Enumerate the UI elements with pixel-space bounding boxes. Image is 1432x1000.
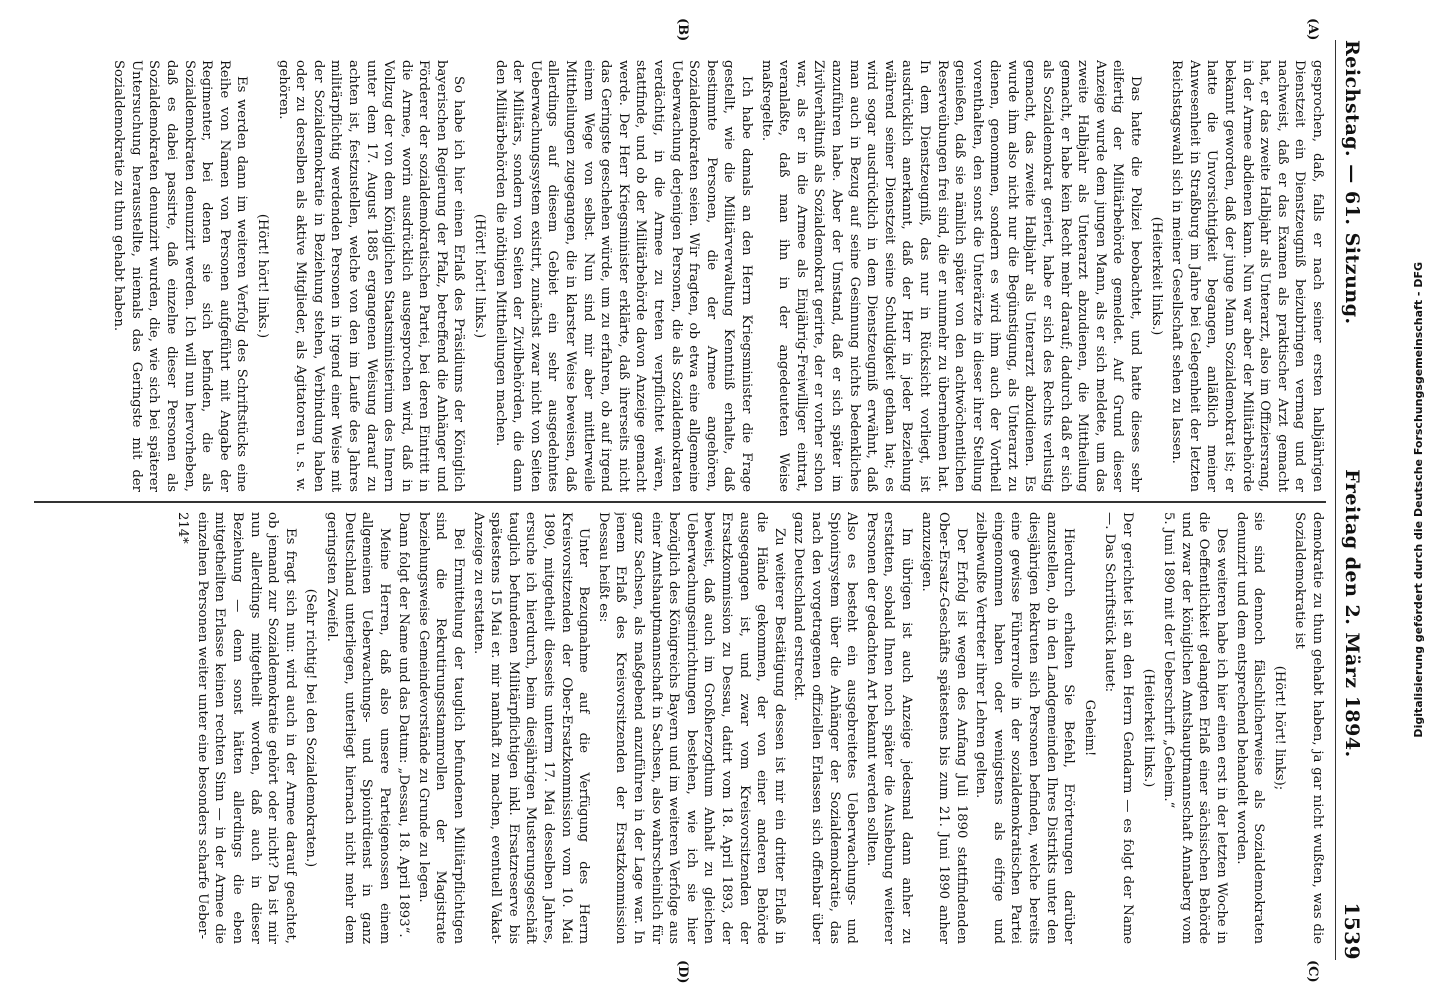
page-number: 1539: [1340, 902, 1364, 960]
digitization-stamp-text: Digitalisierung gefördert durch die Deutsche Forschungsgemeinschaft - DFG: [1411, 262, 1425, 738]
left-column-remark: (Hört! hört! links.): [472, 213, 488, 339]
right-column-paragraph: Der Erfolg ist wegen des Anfang Juli 1890 stattfindenden Ober-Ersatz-Geschäfts spätestens bis zum 21. Juni 1890 anher anzuzeigen.: [918, 512, 969, 944]
page-header: [1335, 40, 1368, 960]
left-column-remark: (Hört! hört! links.): [254, 213, 270, 339]
right-column-paragraph: Also es besteht ein ausgebreitetes Ueberwachungs- und Spionirsystem über die Anhänger der Sozialdemokratie, das nach den vorgetragenen offiziellen Erlassen sich offenbar über ganz Deutschland erstreckt.: [791, 512, 860, 944]
header-date: Freitag den 2. März 1894.: [1341, 469, 1363, 758]
right-column-paragraph: Dann folgt der Name und das Datum: „Dessau, 18. April 1893“.: [396, 512, 412, 938]
right-column-paragraph: Der gerichtet ist an den Herrn Gendarm — es folgt der Name —. Das Schriftstück lautet:: [1102, 512, 1136, 944]
left-column: [28, 60, 1326, 492]
right-column-remark: (Sehr richtig! bei den Sozialdemokraten.): [303, 588, 319, 868]
right-column-paragraph: Bei Ermittelung der tauglich befundenen Militärpflichtigen sind die Rekrutirungsstammrollen der Magistrate beziehungsweise Gemeindevorstände zu Grunde zu legen.: [415, 512, 467, 944]
right-column-paragraph: Im übrigen ist auch Anzeige jedesmal dann anher zu erstatten, sobald Ihnen noch später die Aushebung weiterer Personen der gedachten Art bekannt werden sollten.: [863, 512, 914, 944]
left-column-paragraph: Das hatte die Polizei beobachtet, und hatte dieses sehr eilfertig der Militärbehörde gemeldet. Auf Grund dieser Anzeige wurde dem jungen Mann, als er sich meldete, um das zweite Halbjahr als Unterarzt abzudienen, die Mittheilung gemacht, er habe kein Recht mehr darauf; dadurch daß er sich als Sozialdemokrat geriert, habe er sich des Rechts verlustig gemacht, das zweite Halbjahr als Unterarzt abzudienen. Es wurde ihm also nicht nur die Begünstigung, als Unterarzt zu dienen, genommen, sondern es wird ihm auch der Vortheil vorenthalten, den sonst die Unterärzte in dieser ihrer Stellung genießen, daß sie nämlich später von den achtwöchentlichen Reserveübungen frei sind, die er nunmehr zu übernehmen hat. In dem Dienstzeugniß, das nur in Rücksicht vorliegt, ist ausdrücklich anerkannt, daß der Herr in jeder Beziehung während seiner Dienstzeit seine Schuldigkeit gethan hat; es wird sogar ausdrücklich in dem Dienstzeugniß erwähnt, daß man auch in Bezug auf seine Gesinnung nichts bedenkliches anzuführen habe. Aber der Umstand, daß er sich später im Zivilverhältniß als Sozialdemokrat gerirte, der er vorher schon war, als er in die Armee als Einjährig-Freiwilliger eintrat, veranlaßte, daß man ihn in der angedeuteten Weise maßregelte.: [758, 60, 1144, 492]
left-column-remark: (Heiterkeit links.): [1148, 216, 1164, 336]
right-column-remark: (Hört! hört! links);: [1271, 665, 1287, 791]
margin-mark-a: (A): [1305, 18, 1320, 41]
left-column-paragraph: Es werden dann im weiteren Verfolg des Schriftstücks eine Reihe von Namen von Personen aufgeführt mit Angabe der Regimenter, bei denen sie sich befinden, die als Sozialdemokraten denunzirt werden. Ich will nun hervorheben, daß es dabei passirte, daß einzelne dieser Personen als Sozialdemokraten denunzirt wurden, die, wie sich bei späterer Untersuchung herausstellte, niemals das Geringste mit der Sozialdemokratie zu thun gehabt haben.: [111, 60, 250, 492]
margin-mark-b: (B): [675, 18, 690, 42]
right-column-paragraph: 214*: [175, 512, 191, 544]
right-column-paragraph: sie sind dennoch fälschlicherweise als Sozialdemokraten denunzirt und dem entsprechend behandelt worden.: [1233, 512, 1267, 944]
right-column-paragraph: Hierdurch erhalten Sie Befehl, Erörterungen darüber anzustellen, ob in den Landgemeinden Ihres Distrikts unter den diesjährigen Rekruten sich Personen befinden, welche bereits eine gewisse Führerrolle in der sozialdemokratischen Partei eingenommen haben oder wenigstens als eifrige und zielbewußte Vertreter ihrer Lehren gelten.: [973, 512, 1077, 944]
digitization-stamp: [1406, 8, 1430, 992]
right-column: [28, 512, 1326, 944]
right-column-paragraph: Unter Bezugnahme auf die Verfügung des Herrn Kreisvorsitzenden der Ober-Ersatzkommission vom 10. Mai 1890, mitgetheilt diesseits unterm 17. Mai desselben Jahres, ersuche ich hierdurch, beim diesjährigen Musterungsgeschäft tauglich befundenen Militärpflichtigen inkl. Ersatzreserve bis spätestens 15 Mai er. mir namhaft zu machen, eventuell Vakat-Anzeige zu erstatten.: [470, 512, 592, 944]
left-column-paragraph: So habe ich hier einen Erlaß des Präsidiums der Königlich bayerischen Regierung der Pfalz, betreffend die Anhänger und Förderer der sozialdemokratischen Partei, bei deren Eintritt in die Armee, worin ausdrücklich ausgesprochen wird, daß in Vollzug der von dem Königlichen Staatsministerium des Innern unter dem 17. August 1885 ergangenen Weisung darauf zu achten ist, festzustellen, welche von den im Laufe des Jahres militärpflichtig werdenden Personen in irgend einer Weise mit der Sozialdemokratie in Beziehung stehen, Verbindung haben oder zu derselben als aktive Mitglieder, als Agitatoren u. s. w. gehören.: [275, 60, 467, 492]
right-column-remark: Geheim!: [1081, 699, 1097, 757]
left-column-paragraph: gesprochen, daß, falls er nach seiner ersten halbjährigen Dienstzeit ein Dienstzeugniß beizubringen vermag und er nachweist, daß er das Examen als praktischer Arzt gemacht hat, er das zweite Halbjahr als Unterarzt, also im Offiziersrang, in der Armee abdienen kann. Nun war aber der Militärbehörde bekannt geworden, daß der junge Mann Sozialdemokrat ist; er hatte die Unvorsichtigkeit begangen, anläßlich meiner Anwesenheit in Straßburg im Jahre bei Gelegenheit der letzten Reichstagswahl sich in meiner Gesellschaft sehen zu lassen.: [1169, 60, 1325, 492]
margin-mark-d: (D): [675, 960, 690, 984]
right-column-paragraph: demokratie zu thun gehabt haben, ja gar nicht wußten, was die Sozialdemokratie ist: [1292, 512, 1325, 944]
header-left: Reichstag. — 61. Sitzung.: [1341, 40, 1363, 325]
margin-mark-c: (C): [1305, 960, 1320, 983]
right-column-paragraph: Des weiteren habe ich hier einen erst in der letzten Woche in die Oeffentlichkeit gelangten Erlaß einer sächsischen Behörde und zwar der königlichen Amtshauptmannschaft Annaberg vom 5. Juni 1890 mit der Ueberschrift „Geheim.“: [1161, 512, 1230, 944]
right-column-paragraph: Meine Herren, daß also unsere Parteigenossen einem allgemeinen Ueberwachungs- und Spionirdienst in ganz Deutschland unterliegen, unterliegt hiernach nicht mehr dem geringsten Zweifel.: [323, 512, 392, 944]
right-column-paragraph: Zu weiterer Bestätigung dessen ist mir ein dritter Erlaß in die Hände gekommen, der von einer anderen Behörde ausgegangen ist, und zwar vom Kreisvorsitzenden der Ersatzkommission zu Dessau, datirt vom 18. April 1893, der beweist, daß auch im Großherzogthum Anhalt zu gleichen Ueberwachungseinrichtungen bestehen, wie ich sie hier bezüglich des Königreichs Bayern und im weiteren Verfolge aus einer Amtshauptmannschaft in Sachsen, also wahrscheinlich für ganz Sachsen, als maßgebend anzuführen in der Lage war. In jenem Erlaß des Kreisvorsitzenden der Ersatzkommission Dessau heißt es:: [595, 512, 787, 944]
page: [20, 0, 1380, 1000]
right-column-remark: (Heiterkeit links.): [1140, 668, 1156, 788]
left-column-paragraph: Ich habe damals an den Herrn Kriegsminister die Frage gestellt, wie die Militärverwaltung Kenntniß erhalte, daß bestimmte Personen, die der Armee angehören, Sozialdemokraten seien. Wir fragten, ob etwa eine allgemeine Ueberwachung derjenigen Personen, die als Sozialdemokraten verdächtig, in die Armee zu treten verpflichtet wären, stattfinde, und ob der Militärbehörde davon Anzeige gemacht werde. Der Herr Kriegsminister erklärte, daß ihrerseits nicht das Geringste geschehen würde, um zu erfahren, ob auf irgend einem Wege von selbst. Nun sind mir aber mittlerweile Mittheilungen zugegangen, die in klarster Weise beweisen, daß allerdings auf diesem Gebiet ein sehr ausgedehntes Ueberwachungssystem existirt, zunächst zwar nicht von Seiten der Militärs, sondern von Seiten der Zivilbehörden, die dann den Militärbehörden die nöthigen Mittheilungen machen.: [492, 60, 754, 492]
column-divider: [34, 501, 1326, 503]
right-column-paragraph: Es fragt sich nun: wird auch in der Armee darauf geachtet, ob jemand zur Sozialdemokratie gehört oder nicht? Da ist mir nun allerdings mitgetheilt worden, daß auch in dieser Beziehung — denn sonst hätten allerdings die eben mitgetheilten Erlasse keinen rechten Sinn — in der Armee die einzelnen Personen weiter unter eine besonders scharfe Ueber-: [194, 512, 298, 944]
